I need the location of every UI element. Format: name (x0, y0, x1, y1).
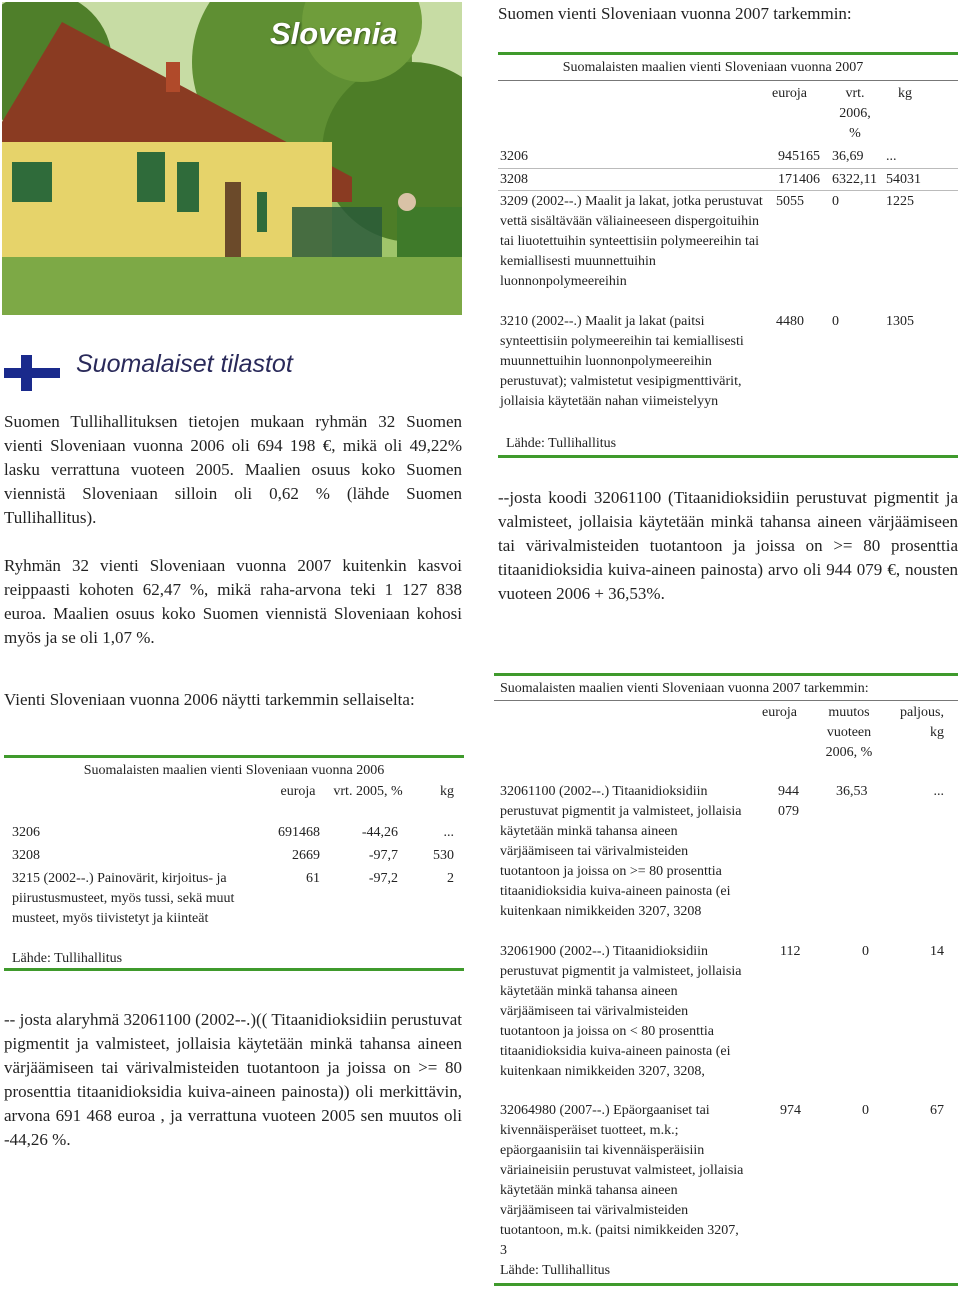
table-2007-header-vrt: vrt. 2006, % (839, 86, 871, 141)
row-euro: 61 (306, 871, 320, 886)
row-kg: 67 (930, 1103, 944, 1118)
table-2007b-header-paljous: paljous, kg (900, 705, 944, 740)
note-2007: --josta koodi 32061100 (Titaanidioksidiin perustuvat pigmentit ja valmisteet, jollaisia käytetään minkä tahansa aineen värjäämiseen tai värivalmisteiden tuotantoon ja joissa on >= 80 prosenttia titaanidioksidia kuiva-aineen painosta) arvo oli 944 079 €, nousten vuoteen 2006 + 36,53%. (498, 488, 958, 603)
table-2007-title: Suomalaisten maalien vienti Sloveniaan vuonna 2007 (562, 60, 864, 75)
row-kg: 1225 (886, 194, 914, 209)
row-change: 36,53 (836, 784, 868, 799)
table-2006-bottom-rule (4, 968, 464, 971)
row-euro: 691468 (278, 825, 320, 840)
row-code: 3208 (12, 848, 40, 863)
row-kg: ... (933, 784, 944, 799)
row-code: 3208 (500, 172, 528, 187)
row-change: 0 (832, 194, 839, 209)
table-2007-header-euroja: euroja (772, 86, 807, 101)
vienti-2006-intro: Vienti Sloveniaan vuonna 2006 näytti tarkemmin sellaiselta: (4, 690, 415, 709)
row-divider (498, 190, 958, 191)
row-change: 6322,11 (832, 172, 877, 187)
table-2007-header-kg: kg (898, 86, 912, 101)
row-code: 32061100 (2002--.) Titaanidioksidiin perustuvat pigmentit ja valmisteet, jollaisia käytetään minkä tahansa aineen värjäämiseen tai värivalmisteiden tuotantoon ja joissa on >= 80 prosenttia titaanidioksidia kuiva-aineen painosta (ei kuitenkaan nimikkeiden 3207, 3208 (500, 784, 742, 919)
row-euro: 945165 (778, 149, 820, 164)
table-2007b-top-rule (494, 673, 958, 676)
row-kg: 54031 (886, 172, 921, 187)
section-title: Suomalaiset tilastot (76, 350, 293, 378)
row-code: 3215 (2002--.) Painovärit, kirjoitus- ja piirustusmusteet, myös tussi, sekä muut musteet, myös tiivistetyt ja kiinteät (12, 871, 235, 926)
row-change: 0 (832, 314, 839, 329)
photo-title: Slovenia (270, 16, 398, 51)
row-euro: 171406 (778, 172, 820, 187)
table-2006-header-vrt: vrt. 2005, % (333, 784, 403, 799)
row-change: -97,7 (368, 848, 398, 863)
row-euro: 944 079 (778, 784, 799, 819)
row-kg: 2 (447, 871, 454, 886)
table-2007-top-rule (498, 52, 958, 55)
row-code: 32061900 (2002--.) Titaanidioksidiin perustuvat pigmentit ja valmisteet, jollaisia käytetään minkä tahansa aineen värjäämiseen tai värivalmisteiden tuotantoon ja joissa on < 80 prosenttia titaanidioksidia kuiva-aineen painosta (ei kuitenkaan nimikkeiden 3207, 3208, (500, 944, 742, 1079)
row-change: 0 (862, 1103, 869, 1118)
row-euro: 2669 (292, 848, 320, 863)
table-2007-bottom-rule (498, 455, 958, 458)
row-euro: 4480 (776, 314, 804, 329)
row-change: 36,69 (832, 149, 864, 164)
intro-paragraph-1: Suomen Tullihallituksen tietojen mukaan ryhmän 32 Suomen vienti Sloveniaan vuonna 2006 oli 694 198 €, mikä oli 49,22% lasku verrattuna vuoteen 2005. Maalien osuus koko Suomen viennistä Sloveniaan silloin oli 0,62 % (lähde Suomen Tullihallitus). (4, 412, 462, 527)
row-code: 3209 (2002--.) Maalit ja lakat, jotka perustuvat vettä sisältävään väliaineeseen dispergoituihin tai liuotettuihin synteettisiin polymeereihin tai kemiallisesti muunnettuihin luonnonpolymeereihin (500, 194, 763, 289)
table-2007b-source: Lähde: Tullihallitus (500, 1263, 611, 1278)
note-2006: -- josta alaryhmä 32061100 (2002--.)(( Titaanidioksidiin perustuvat pigmentit ja valmisteet, jollaisia käytetään minkä tahansa aineen värjäämiseen tai värivalmisteiden tuotantoon ja joissa on >= 80 prosenttia titaanidioksidia kuiva-aineen painosta)) oli merkittävin, arvona 691 468 euroa , ja verrattuna vuoteen 2005 sen muutos oli -44,26 %. (4, 1010, 462, 1149)
table-2007b-title-divider (494, 700, 958, 701)
row-kg: ... (443, 825, 454, 840)
table-2007-title-divider (498, 80, 958, 81)
row-change: -44,26 (361, 825, 398, 840)
row-kg: 530 (433, 848, 454, 863)
table-2007b-header-euroja: euroja (762, 705, 797, 720)
table-2007b-header-muutos: muutos vuoteen 2006, % (825, 705, 873, 760)
row-kg: ... (886, 149, 897, 164)
row-code: 3206 (12, 825, 40, 840)
row-divider (498, 168, 958, 169)
table-2007-source: Lähde: Tullihallitus (506, 436, 617, 451)
table-2006-top-rule (4, 755, 464, 758)
table-2007b-title: Suomalaisten maalien vienti Sloveniaan vuonna 2007 tarkemmin: (500, 681, 869, 696)
intro-paragraph-2: Ryhmän 32 vienti Sloveniaan vuonna 2007 kuitenkin kasvoi reippaasti kohoten 62,47 %, mikä raha-arvona teki 1 127 838 euroa. Maalien osuus koko Suomen viennistä Sloveniaan kohosi myös ja se oli 1,07 %. (4, 556, 462, 647)
row-code: 3210 (2002--.) Maalit ja lakat (paitsi synteettisiin polymeereihin tai kemiallisesti muunnettuihin luonnonpolymeereihin perustuvat); valmistetut vesipigmenttivärit, jollaisia käytetään nahan viimeistelyyn (500, 314, 744, 409)
row-euro: 5055 (776, 194, 804, 209)
vienti-2007-heading: Suomen vienti Sloveniaan vuonna 2007 tarkemmin: (498, 4, 852, 23)
row-code: 32064980 (2007--.) Epäorgaaniset tai kivennäisperäiset tuotteet, m.k.; epäorgaanisiin tai kivennäisperäisiin väriaineisiin perustuvat valmisteet, jollaisia käytetään minkä tahansa aineen värjäämiseen tai värivalmisteiden tuotantoon, m.k. (paitsi nimikkeiden 3207, 3 (500, 1103, 744, 1258)
row-change: -97,2 (368, 871, 398, 886)
table-2006-title: Suomalaisten maalien vienti Sloveniaan vuonna 2006 (83, 763, 385, 778)
finland-flag-icon (4, 355, 60, 391)
table-2006-header-euroja: euroja (280, 784, 316, 799)
row-code: 3206 (500, 149, 528, 164)
row-euro: 112 (780, 944, 801, 959)
row-kg: 14 (930, 944, 944, 959)
house-photo (2, 2, 462, 315)
table-2007b-bottom-rule (494, 1283, 958, 1286)
table-2006-source: Lähde: Tullihallitus (12, 951, 123, 966)
row-kg: 1305 (886, 314, 914, 329)
table-2006-header-kg: kg (440, 784, 454, 799)
row-change: 0 (862, 944, 869, 959)
row-euro: 974 (780, 1103, 801, 1118)
